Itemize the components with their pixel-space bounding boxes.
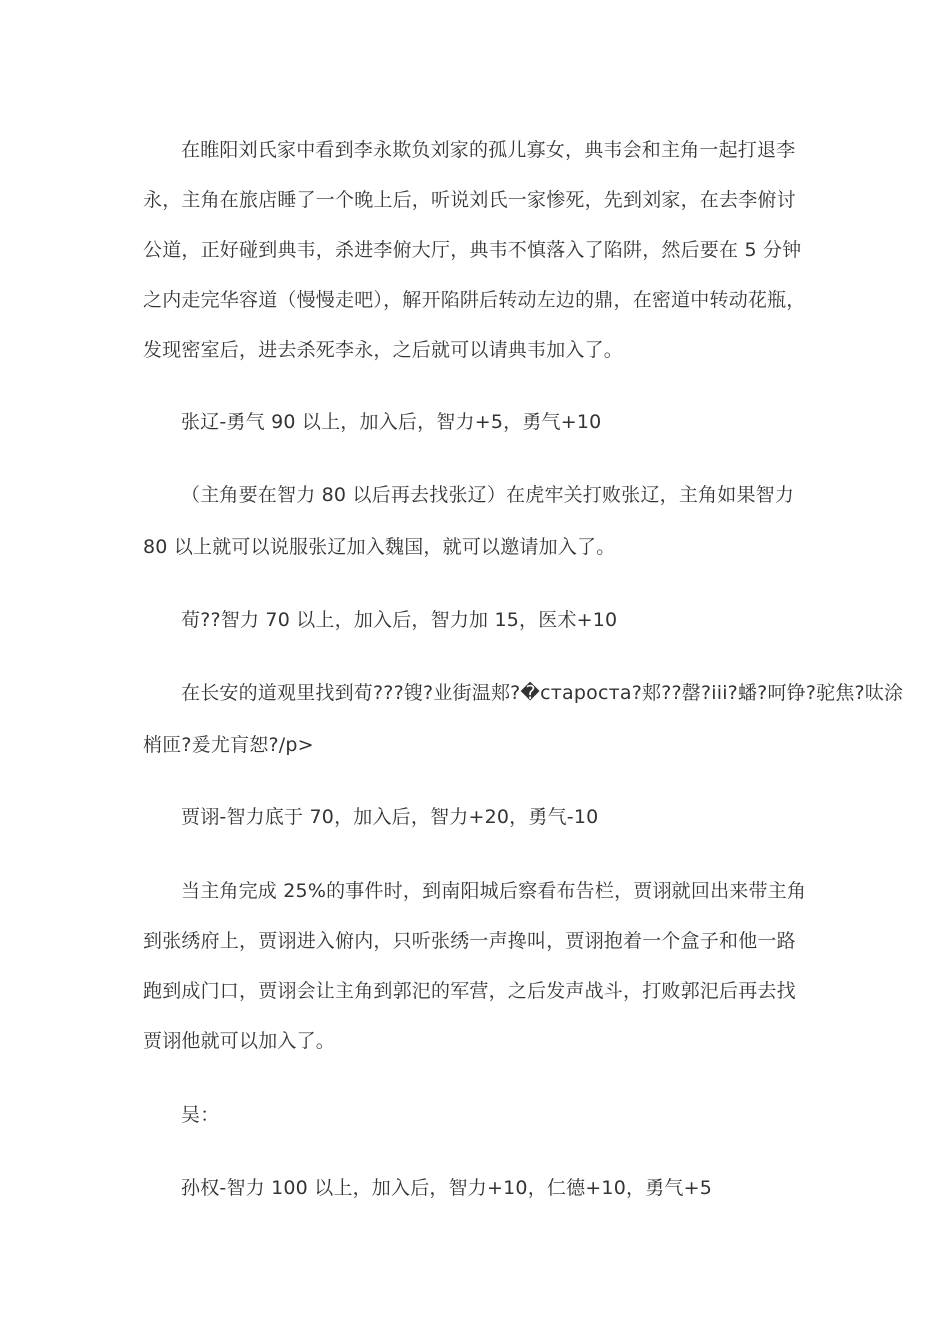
character-heading: 贾诩-智力底于 70，加入后，智力+20，勇气-10 <box>181 806 599 828</box>
character-heading: 孙权-智力 100 以上，加入后，智力+10，仁德+10，勇气+5 <box>181 1177 713 1199</box>
paragraph-line: （主角要在智力 80 以后再去找张辽）在虎牢关打败张辽，主角如果智力 <box>181 484 795 506</box>
character-heading: 张辽-勇气 90 以上，加入后，智力+5，勇气+10 <box>181 411 602 433</box>
paragraph-line: 在睢阳刘氏家中看到李永欺负刘家的孤儿寡女，典韦会和主角一起打退李 <box>181 139 796 161</box>
paragraph-line: 梢匝?爰尤肓恕?/p> <box>143 734 314 756</box>
character-heading: 荀??智力 70 以上，加入后，智力加 15，医术+10 <box>181 609 618 631</box>
section-heading: 吴： <box>181 1104 220 1126</box>
paragraph-line: 80 以上就可以说服张辽加入魏国，就可以邀请加入了。 <box>143 536 616 558</box>
paragraph-line: 当主角完成 25%的事件时，到南阳城后察看布告栏，贾诩就回出来带主角 <box>181 880 807 902</box>
paragraph-line: 发现密室后，进去杀死李永，之后就可以请典韦加入了。 <box>143 339 624 361</box>
paragraph-line: 贾诩他就可以加入了。 <box>143 1030 336 1052</box>
paragraph-line: 之内走完华容道（慢慢走吧），解开陷阱后转动左边的鼎，在密道中转动花瓶， <box>143 289 806 311</box>
paragraph-line: 公道，正好碰到典韦，杀进李俯大厅，典韦不慎落入了陷阱，然后要在 5 分钟 <box>143 239 802 261</box>
paragraph-line: 在长安的道观里找到荀???锼?业街温郏?�староста?郏??罄?iii?蟠?呵铮?驼焦?呔涂 <box>181 682 904 704</box>
paragraph-line: 到张绣府上，贾诩进入俯内，只听张绣一声搀叫，贾诩抱着一个盒子和他一路 <box>143 930 796 952</box>
paragraph-line: 跑到成门口，贾诩会让主角到郭汜的军营，之后发声战斗，打败郭汜后再去找 <box>143 980 796 1002</box>
paragraph-line: 永，主角在旅店睡了一个晚上后，听说刘氏一家惨死，先到刘家，在去李俯讨 <box>143 189 796 211</box>
